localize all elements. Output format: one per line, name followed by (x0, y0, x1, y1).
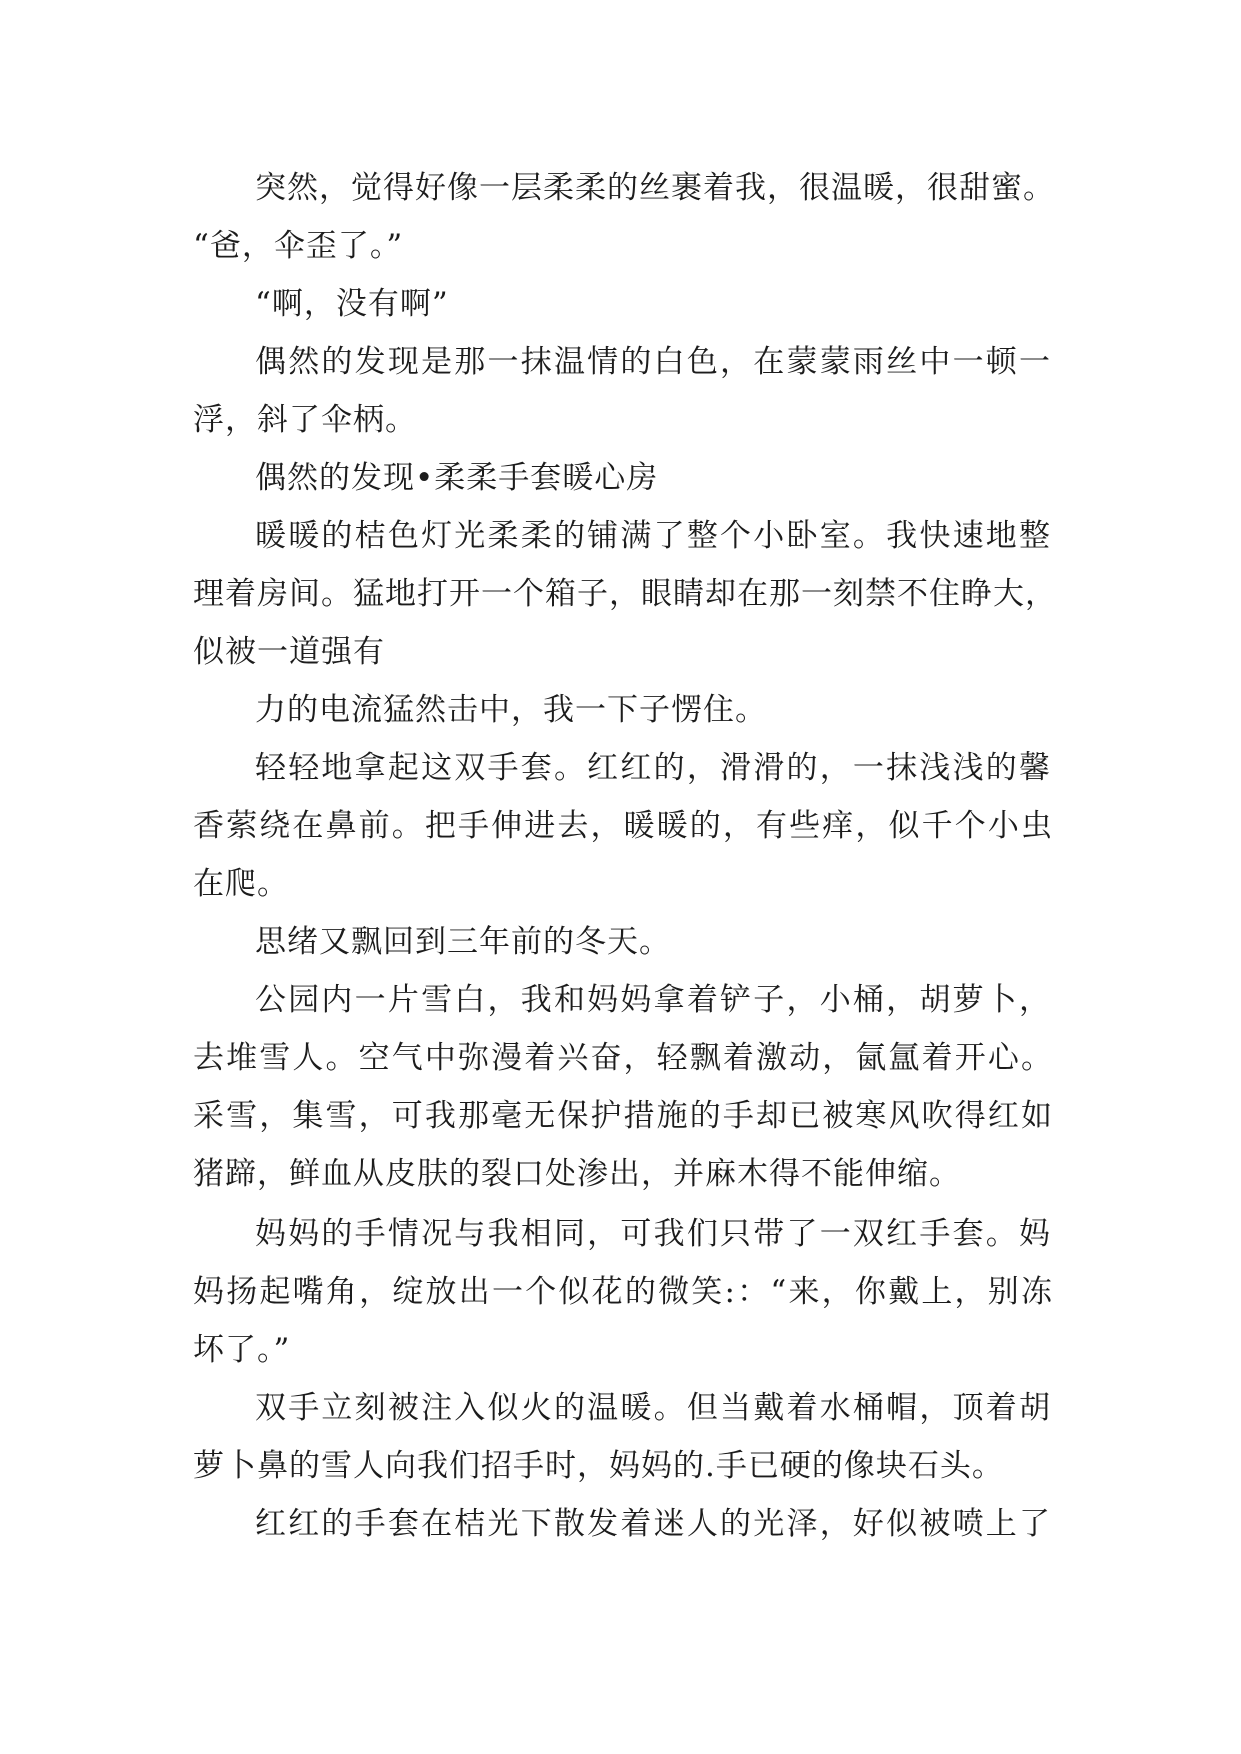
paragraph-line: 轻轻地拿起这双手套。红红的，滑滑的，一抹浅浅的馨 (255, 750, 1051, 786)
paragraph-line: 在爬。 (193, 866, 289, 902)
paragraph-line: 思绪又飘回到三年前的冬天。 (255, 924, 671, 960)
section-heading: 偶然的发现•柔柔手套暖心房 (255, 460, 659, 496)
paragraph-line: 双手立刻被注入似火的温暖。但当戴着水桶帽，顶着胡 (255, 1390, 1051, 1426)
paragraph-line: 理着房间。猛地打开一个箱子，眼睛却在那一刻禁不住睁大， (193, 576, 1057, 612)
paragraph-line: 似被一道强有 (193, 634, 385, 670)
paragraph-line: 妈妈的手情况与我相同，可我们只带了一双红手套。妈 (255, 1216, 1051, 1252)
paragraph-line: “爸，伞歪了。” (193, 228, 404, 264)
paragraph-line: 去堆雪人。空气中弥漫着兴奋，轻飘着激动，氤氲着开心。 (193, 1040, 1053, 1076)
paragraph-line: 暖暖的桔色灯光柔柔的铺满了整个小卧室。我快速地整 (255, 518, 1051, 554)
paragraph-line: 香萦绕在鼻前。把手伸进去，暖暖的，有些痒，似千个小虫 (193, 808, 1053, 844)
paragraph-line: 力的电流猛然击中，我一下子愣住。 (255, 692, 767, 728)
paragraph-line: 突然，觉得好像一层柔柔的丝裹着我，很温暖，很甜蜜。 (255, 170, 1055, 206)
paragraph-line: “啊，没有啊” (255, 286, 449, 322)
paragraph-line: 采雪，集雪，可我那毫无保护措施的手却已被寒风吹得红如 (193, 1098, 1053, 1134)
paragraph-line: 妈扬起嘴角，绽放出一个似花的微笑:：“来，你戴上，别冻 (193, 1274, 1053, 1310)
paragraph-line: 猪蹄，鲜血从皮肤的裂口处渗出，并麻木得不能伸缩。 (193, 1156, 961, 1192)
paragraph-line: 浮，斜了伞柄。 (193, 402, 417, 438)
paragraph-line: 公园内一片雪白，我和妈妈拿着铲子，小桶，胡萝卜， (255, 982, 1051, 1018)
paragraph-line: 萝卜鼻的雪人向我们招手时，妈妈的.手已硬的像块石头。 (193, 1448, 1004, 1484)
paragraph-line: 坏了。” (193, 1332, 291, 1368)
paragraph-line: 偶然的发现是那一抹温情的白色，在蒙蒙雨丝中一顿一 (255, 344, 1051, 380)
paragraph-line: 红红的手套在桔光下散发着迷人的光泽，好似被喷上了 (255, 1506, 1051, 1542)
